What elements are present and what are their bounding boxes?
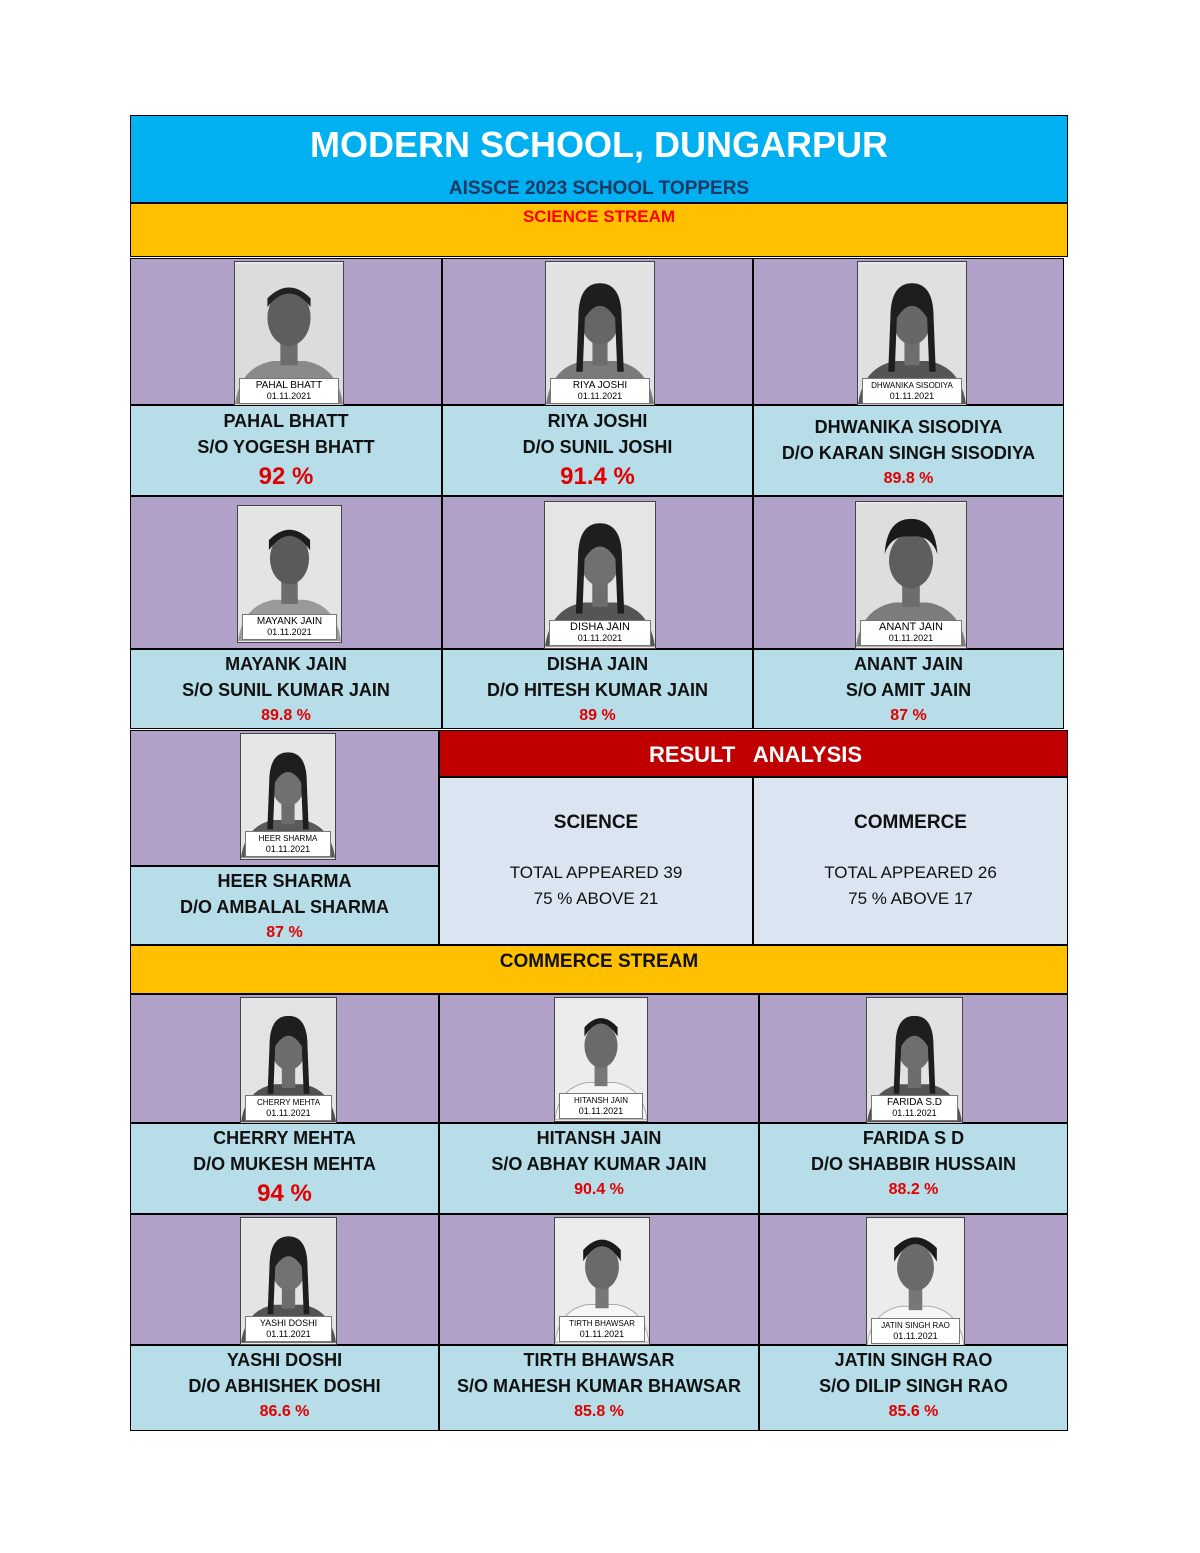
photo-cell [439,994,759,1123]
student-photo [240,997,337,1124]
student-info [753,649,1064,729]
student-photo [545,261,655,407]
photo-caption: PAHAL BHATT 01.11.2021 [239,378,339,404]
photo-cell [130,994,439,1123]
student-name: DHWANIKA SISODIYA [814,417,1003,437]
analysis-above: 75 % ABOVE 17 [848,889,973,908]
student-info [130,649,442,729]
student-photo [240,1217,337,1345]
student-percent: 85.8 % [574,1403,624,1420]
photo-caption: MAYANK JAIN 01.11.2021 [242,614,337,640]
photo-caption: HEER SHARMA 01.11.2021 [245,831,331,857]
commerce-analysis [753,777,1068,945]
student-name: FARIDA S D [862,1128,965,1148]
student-photo [554,997,648,1122]
student-parent: D/O AMBALAL SHARMA [180,897,389,917]
student-parent: D/O ABHISHEK DOSHI [188,1376,381,1396]
photo-caption: DHWANIKA SISODIYA 01.11.2021 [862,378,962,404]
student-info [130,1123,439,1214]
photo-cell [130,730,439,866]
student-percent: 90.4 % [574,1181,624,1198]
student-parent: S/O MAHESH KUMAR BHAWSAR [456,1376,741,1396]
student-percent: 87 % [890,707,927,724]
student-info [442,405,753,496]
student-info [759,1123,1068,1214]
photo-caption: RIYA JOSHI 01.11.2021 [550,378,650,404]
student-parent: D/O SHABBIR HUSSAIN [810,1154,1016,1174]
photo-cell [753,496,1064,649]
student-photo [240,733,336,860]
analysis-heading: SCIENCE [553,812,639,833]
student-parent: S/O ABHAY KUMAR JAIN [491,1154,707,1174]
student-photo [866,1217,965,1347]
photo-cell [130,258,442,405]
student-photo [857,261,967,407]
photo-caption: HITANSH JAIN 01.11.2021 [559,1093,643,1119]
analysis-appeared: TOTAL APPEARED 26 [824,863,997,882]
student-photo [234,261,344,407]
student-photo [866,997,963,1124]
student-parent: S/O AMIT JAIN [845,680,972,700]
header-banner [130,115,1068,203]
photo-caption: DISHA JAIN 01.11.2021 [549,620,651,646]
result-analysis-heading: RESULT ANALYSIS [439,730,1068,777]
student-info [442,649,753,729]
photo-caption: TIRTH BHAWSAR 01.11.2021 [559,1316,645,1342]
student-name: TIRTH BHAWSAR [523,1350,675,1370]
student-parent: D/O HITESH KUMAR JAIN [486,680,708,700]
student-name: CHERRY MEHTA [213,1128,356,1148]
student-info [439,1123,759,1214]
student-percent: 91.4 % [560,463,635,490]
student-info [130,405,442,496]
student-percent: 92 % [258,463,314,490]
student-percent: 87 % [266,924,303,941]
photo-caption: YASHI DOSHI 01.11.2021 [245,1316,332,1342]
student-percent: 88.2 % [888,1181,939,1198]
photo-cell [130,1214,439,1345]
analysis-appeared: TOTAL APPEARED 39 [509,863,683,882]
science-stream-label: SCIENCE STREAM [522,207,676,226]
photo-cell [759,1214,1068,1345]
student-name: HEER SHARMA [217,871,352,891]
student-name: HITANSH JAIN [536,1128,662,1148]
student-name: ANANT JAIN [853,654,963,674]
student-percent: 86.6 % [259,1403,310,1420]
student-percent: 85.6 % [888,1403,939,1420]
student-name: YASHI DOSHI [226,1350,343,1370]
photo-caption: CHERRY MEHTA 01.11.2021 [245,1095,332,1121]
student-percent: 89.8 % [261,707,311,724]
student-parent: S/O SUNIL KUMAR JAIN [182,680,390,700]
student-photo [237,505,342,643]
student-info [130,866,439,945]
student-parent: S/O YOGESH BHATT [197,437,375,457]
photo-caption: FARIDA S.D 01.11.2021 [871,1095,958,1121]
student-parent: D/O KARAN SINGH SISODIYA [781,443,1036,463]
photo-cell [439,1214,759,1345]
student-parent: D/O SUNIL JOSHI [522,437,673,457]
student-parent: D/O MUKESH MEHTA [193,1154,376,1174]
student-photo [554,1217,650,1345]
student-info [753,405,1064,496]
student-photo [855,501,967,649]
student-info [439,1345,759,1431]
photo-cell [442,496,753,649]
photo-cell [759,994,1068,1123]
photo-cell [130,496,442,649]
student-name: JATIN SINGH RAO [834,1350,993,1370]
student-percent: 94 % [257,1180,312,1207]
photo-cell [753,258,1064,405]
student-percent: 89.8 % [883,470,934,487]
student-photo [544,501,656,649]
student-name: RIYA JOSHI [547,411,648,431]
page-subtitle: AISSCE 2023 SCHOOL TOPPERS [448,178,750,199]
student-info [130,1345,439,1431]
photo-caption: JATIN SINGH RAO 01.11.2021 [871,1318,960,1344]
student-name: MAYANK JAIN [225,654,347,674]
commerce-stream-label: COMMERCE STREAM [499,951,699,972]
photo-caption: ANANT JAIN 01.11.2021 [860,620,962,646]
student-name: DISHA JAIN [546,654,649,674]
commerce-stream-bar [130,945,1068,994]
analysis-above: 75 % ABOVE 21 [533,889,659,908]
student-name: PAHAL BHATT [223,411,349,431]
photo-cell [442,258,753,405]
science-analysis [439,777,753,945]
school-title: MODERN SCHOOL, DUNGARPUR [309,124,888,165]
student-percent: 89 % [579,707,616,724]
student-parent: S/O DILIP SINGH RAO [819,1376,1008,1396]
science-stream-bar [130,203,1068,257]
student-info [759,1345,1068,1431]
analysis-heading: COMMERCE [854,812,967,833]
